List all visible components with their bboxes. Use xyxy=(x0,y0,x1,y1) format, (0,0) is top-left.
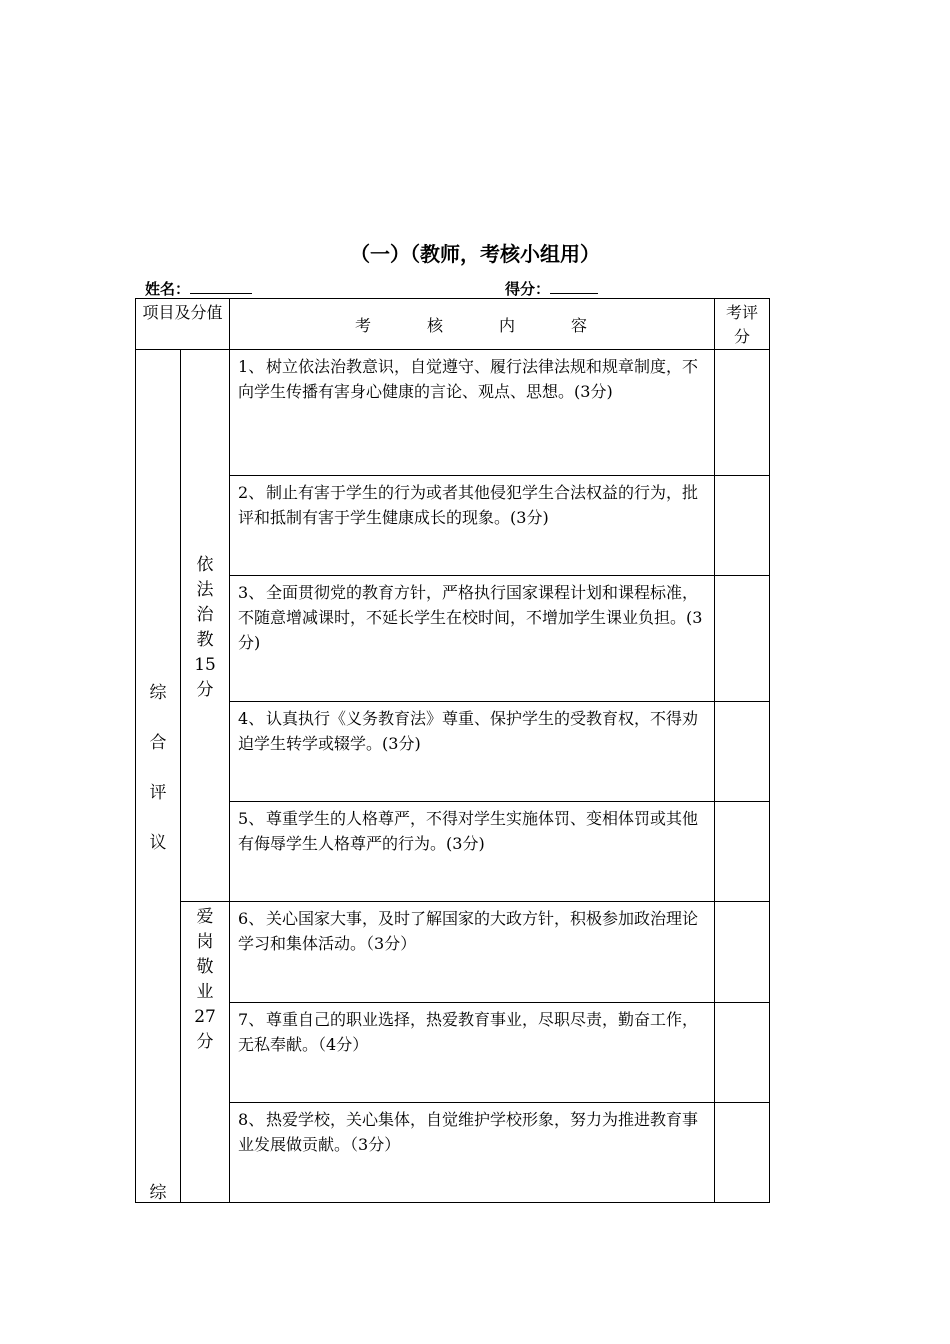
table-row xyxy=(136,476,770,576)
score-cell[interactable] xyxy=(715,1003,770,1103)
score-cell[interactable] xyxy=(715,902,770,1003)
table-row xyxy=(136,702,770,802)
name-blank[interactable] xyxy=(190,279,252,294)
item-content: 1、 树立依法治教意识，自觉遵守、履行法律法规和规章制度，不向学生传播有害身心健康的言论、观点、思想。(3分) xyxy=(230,350,715,476)
score-label: 得分： xyxy=(505,280,551,298)
item-content: 7、 尊重自己的职业选择，热爱教育事业，尽职尽责，勤奋工作，无私奉献。（4分） xyxy=(230,1003,715,1103)
name-label: 姓名： xyxy=(145,280,191,298)
item-content: 5、 尊重学生的人格尊严，不得对学生实施体罚、变相体罚或其他有侮辱学生人格尊严的行为。(3分) xyxy=(230,802,715,902)
subcategory-law: 依 法 治 教 15 分 xyxy=(181,350,230,902)
item-content: 3、 全面贯彻党的教育方针，严格执行国家课程计划和课程标准，不随意增减课时，不延长学生在校时间，不增加学生课业负担。(3分) xyxy=(230,576,715,702)
name-field xyxy=(145,278,252,299)
table-row xyxy=(136,1103,770,1203)
score-cell[interactable] xyxy=(715,576,770,702)
category-cell: 综 合 评 议 综 xyxy=(136,350,181,1203)
score-cell[interactable] xyxy=(715,476,770,576)
header-score: 考评分 xyxy=(715,299,770,350)
score-cell[interactable] xyxy=(715,1103,770,1203)
score-blank[interactable] xyxy=(550,279,598,294)
score-cell[interactable] xyxy=(715,702,770,802)
item-content: 2、 制止有害于学生的行为或者其他侵犯学生合法权益的行为，批评和抵制有害于学生健康成长的现象。(3分) xyxy=(230,476,715,576)
item-content: 4、 认真执行《义务教育法》尊重、保护学生的受教育权，不得劝迫学生转学或辍学。(3分) xyxy=(230,702,715,802)
table-row xyxy=(136,350,770,476)
table-row xyxy=(136,802,770,902)
subcategory-dedication: 爱 岗 敬 业 27 分 xyxy=(181,902,230,1203)
header-row xyxy=(136,299,770,350)
assessment-table xyxy=(135,298,770,1203)
table-row xyxy=(136,902,770,1003)
score-cell[interactable] xyxy=(715,350,770,476)
document-title: （一）（教师，考核小组用） xyxy=(350,242,600,266)
table-row xyxy=(136,1003,770,1103)
item-content: 8、 热爱学校，关心集体，自觉维护学校形象，努力为推进教育事业发展做贡献。（3分） xyxy=(230,1103,715,1203)
table-row xyxy=(136,576,770,702)
header-item: 项目及分值 xyxy=(136,299,230,350)
score-field xyxy=(505,278,598,299)
header-content: 考 核 内 容 xyxy=(230,299,715,350)
score-cell[interactable] xyxy=(715,802,770,902)
item-content: 6、 关心国家大事，及时了解国家的大政方针，积极参加政治理论学习和集体活动。（3分） xyxy=(230,902,715,1003)
